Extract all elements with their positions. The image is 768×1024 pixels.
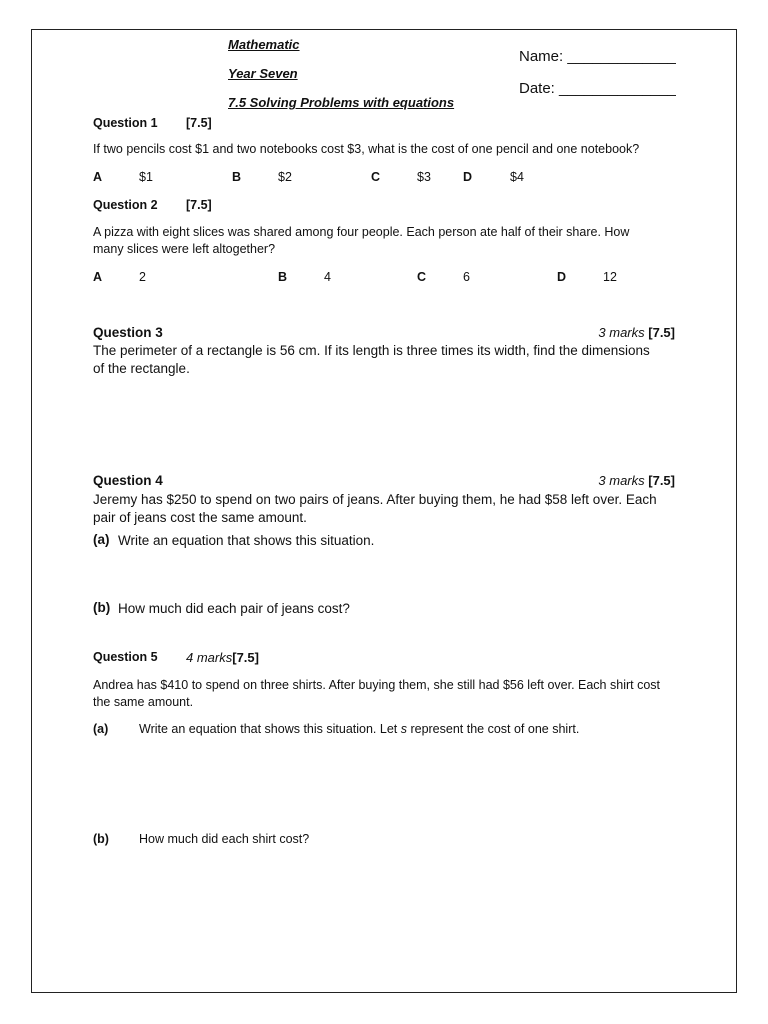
topic-title: 7.5 Solving Problems with equations <box>228 95 455 110</box>
q4-text: Jeremy has $250 to spend on two pairs of jeans. After buying them, he had $58 left over. Each pair of jeans cost the same amount. <box>93 492 657 525</box>
q1-option-c-letter: C <box>371 170 381 184</box>
q2-option-a-value: 2 <box>139 270 146 284</box>
q1-code: [7.5] <box>186 116 212 130</box>
q5a-text-1: Write an equation that shows this situation. Let <box>139 722 401 736</box>
q5a-text <box>139 721 579 738</box>
q5a-variable: s <box>400 722 407 736</box>
q4-marks <box>560 473 675 488</box>
name-field: Name: _____________ <box>519 48 676 65</box>
q3-marks-value: 3 marks <box>598 325 645 340</box>
q4a-text: Write an equation that shows this situation. <box>118 533 375 548</box>
q2-option-b-value: 4 <box>324 270 331 284</box>
q3-text: The perimeter of a rectangle is 56 cm. If its length is three times its width, find the dimensions of the rectangle. <box>93 343 650 376</box>
q5-marks-value: 4 marks <box>186 650 233 665</box>
q2-option-c-value: 6 <box>463 270 470 284</box>
q1-option-b-letter: B <box>232 170 242 184</box>
q1-option-a-letter: A <box>93 170 103 184</box>
q2-text: A pizza with eight slices was shared among four people. Each person ate half of their share. How many slices were left altogether? <box>93 225 630 256</box>
q5a-text-2: represent the cost of one shirt. <box>406 722 580 736</box>
date-field: Date: ______________ <box>519 80 676 97</box>
q5-code: [7.5] <box>232 650 259 665</box>
q5b-label: (b) <box>93 832 109 846</box>
year-title: Year Seven <box>228 66 298 81</box>
q5b-text: How much did each shirt cost? <box>139 832 310 846</box>
subject-title: Mathematic <box>228 37 300 52</box>
q2-option-b-letter: B <box>278 270 288 284</box>
q2-code: [7.5] <box>186 198 212 212</box>
q3-title: Question 3 <box>93 325 163 340</box>
q3-code: [7.5] <box>648 325 675 340</box>
q2-option-c-letter: C <box>417 270 427 284</box>
q1-option-b-value: $2 <box>278 170 292 184</box>
q2-title: Question 2 <box>93 198 158 212</box>
q2-option-d-letter: D <box>557 270 567 284</box>
q4-marks-value: 3 marks <box>598 473 645 488</box>
q4-title: Question 4 <box>93 473 163 488</box>
q2-option-d-value: 12 <box>603 270 617 284</box>
q5-marks <box>186 650 259 665</box>
q5a-label: (a) <box>93 722 109 736</box>
q3-marks <box>560 325 675 340</box>
q4b-text: How much did each pair of jeans cost? <box>118 601 350 616</box>
q4-code: [7.5] <box>648 473 675 488</box>
q4b-label: (b) <box>93 600 111 615</box>
q1-option-c-value: $3 <box>417 170 431 184</box>
q5-text: Andrea has $410 to spend on three shirts. After buying them, she still had $56 left over. Each shirt cost the same amount. <box>93 678 660 709</box>
q1-option-d-value: $4 <box>510 170 524 184</box>
q1-option-a-value: $1 <box>139 170 153 184</box>
q1-title: Question 1 <box>93 116 158 130</box>
q4a-label: (a) <box>93 532 110 547</box>
q1-text: If two pencils cost $1 and two notebooks cost $3, what is the cost of one pencil and one notebook? <box>93 142 640 156</box>
q2-option-a-letter: A <box>93 270 103 284</box>
q5-title: Question 5 <box>93 650 158 664</box>
q1-option-d-letter: D <box>463 170 473 184</box>
